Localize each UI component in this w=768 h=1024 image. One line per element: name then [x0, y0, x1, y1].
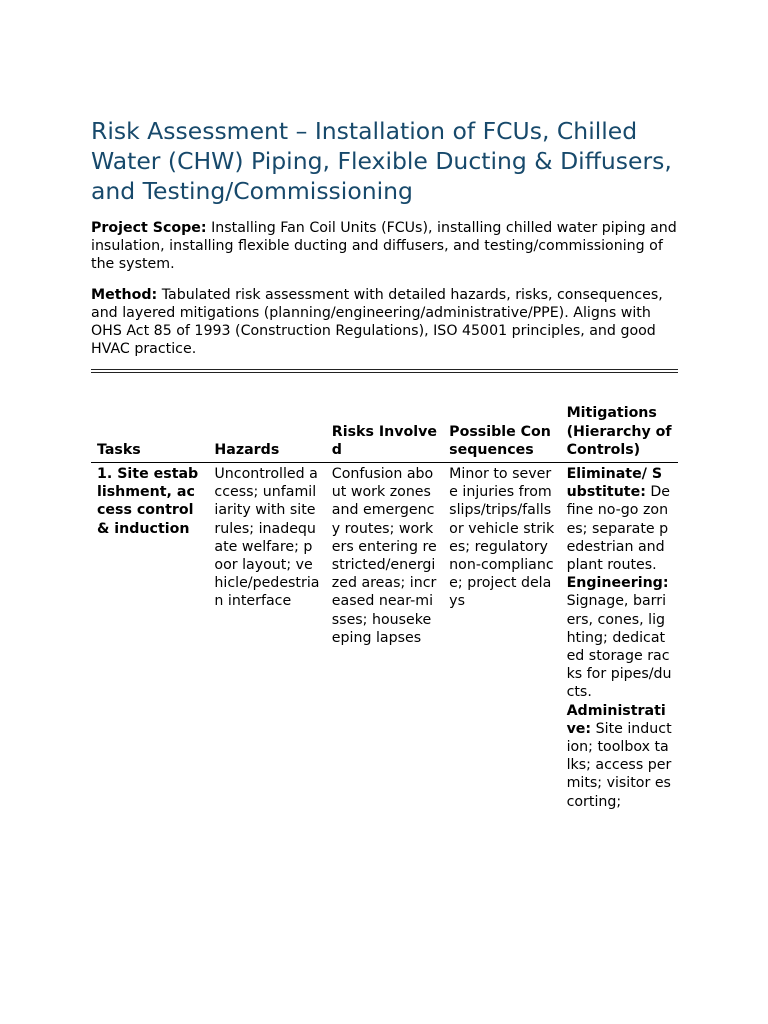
project-scope-paragraph: [91, 219, 678, 274]
risk-assessment-table: [91, 404, 678, 810]
document-title: Risk Assessment – Installation of FCUs, Chilled Water (CHW) Piping, Flexible Ducting & Diffusers, and Testing/Commissioning: [91, 117, 672, 205]
method-paragraph: [91, 286, 678, 359]
project-scope-label: Project Scope:: [91, 220, 207, 236]
risks-cell: Confusion about work zones and emergency routes; workers entering restricted/energized areas; increased near-misses; housekeeping lapses: [331, 466, 437, 646]
project-scope-text: Installing Fan Coil Units (FCUs), installing chilled water piping and insulation, installing flexible ducting and diffusers, and testing/commissioning of the system.: [91, 220, 677, 273]
header-possible-consequences: Possible Consequences: [443, 404, 560, 462]
mitigation-eliminate-text: Define no-go zones; separate pedestrian and plant routes.: [566, 484, 671, 574]
mitigation-engineering-label: Engineering:: [566, 575, 669, 592]
document-page: [91, 116, 678, 811]
table-row: [91, 463, 678, 811]
mitigation-engineering-text: Signage, barriers, cones, lighting; dedicated storage racks for pipes/ducts.: [566, 593, 672, 701]
header-mitigations: Mitigations (Hierarchy of Controls): [561, 404, 678, 462]
method-label: Method:: [91, 286, 158, 303]
mitigation-eliminate-label: Eliminate/ Substitute:: [566, 466, 663, 501]
table-header-row: [91, 404, 678, 462]
method-text: Tabulated risk assessment with detailed hazards, risks, consequences, and layered mitigations (planning/engineering/administrative/PPE). Aligns with OHS Act 85 of 1993 (Construction Regulations), ISO 45001 principles, and good HVAC practice.: [91, 286, 663, 358]
header-risks-involved: Risks Involved: [326, 404, 443, 462]
mitigations-cell: [561, 463, 678, 811]
section-divider: [91, 369, 678, 373]
header-hazards: Hazards: [208, 404, 325, 462]
mitigation-administrative-text: Site induction; toolbox talks; access permits; visitor escorting;: [566, 720, 672, 810]
consequences-cell: Minor to severe injuries from slips/trips/falls or vehicle strikes; regulatory non-compliance; project delays: [449, 466, 555, 610]
header-tasks: Tasks: [91, 404, 208, 462]
mitigation-administrative-label: Administrative:: [566, 702, 666, 737]
task-cell: 1. Site establishment, access control & induction: [97, 466, 199, 537]
hazards-cell: Uncontrolled access; unfamiliarity with site rules; inadequate welfare; poor layout; vehicle/pedestrian interface: [214, 466, 320, 610]
